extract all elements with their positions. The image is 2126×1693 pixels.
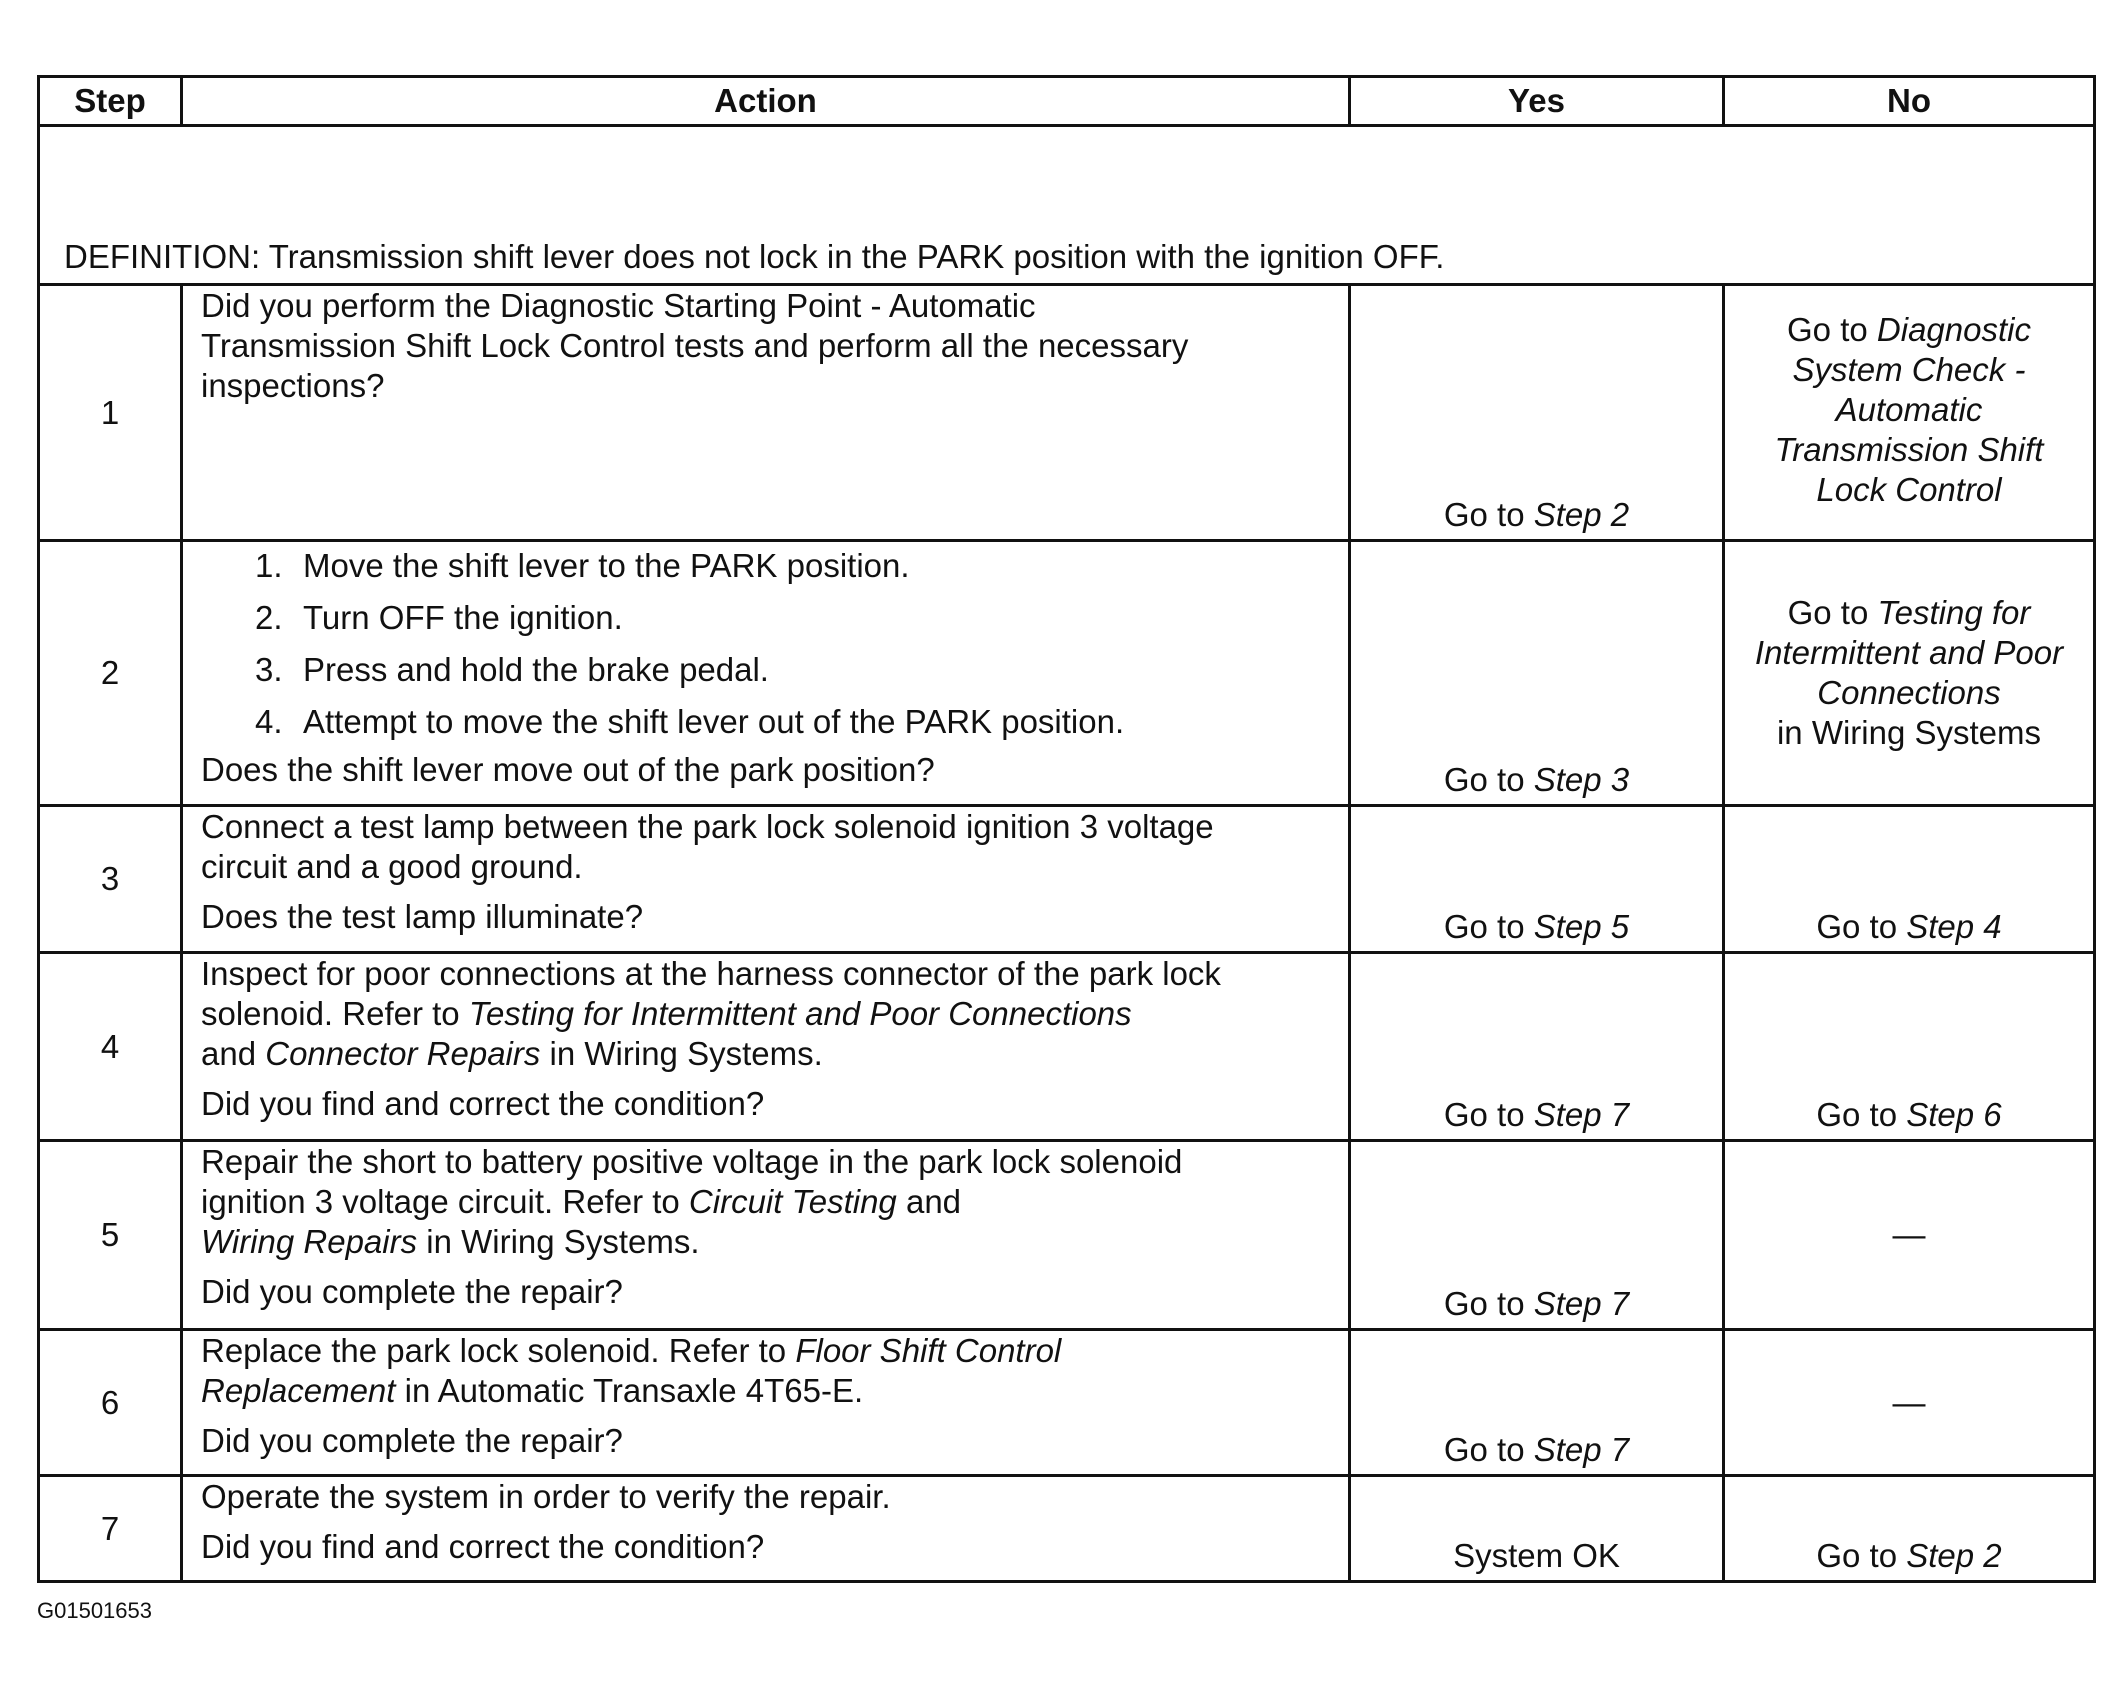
action-text <box>201 286 1338 406</box>
no-prefix: Go to <box>1816 1537 1907 1574</box>
yes-step-link[interactable]: Step 7 <box>1533 1431 1630 1468</box>
definition-row <box>39 126 2095 285</box>
no-cell <box>1724 806 2095 953</box>
table-row <box>39 285 2095 541</box>
action-cell <box>182 806 1350 953</box>
step-number: 6 <box>39 1330 182 1476</box>
reference-link[interactable]: Circuit Testing <box>688 1183 897 1220</box>
sub-step-number: 2. <box>255 599 283 636</box>
no-cell <box>1724 1476 2095 1582</box>
yes-prefix: Go to <box>1443 1285 1534 1322</box>
action-text <box>201 1142 1338 1262</box>
action-line: Transmission Shift Lock Control tests and perform all the necessary <box>201 327 1189 364</box>
yes-step-link[interactable]: Step 7 <box>1533 1285 1630 1322</box>
yes-step-link[interactable]: Step 2 <box>1533 496 1630 533</box>
no-cell <box>1724 1141 2095 1330</box>
header-row <box>39 77 2095 126</box>
action-cell <box>182 1141 1350 1330</box>
question-text: Did you find and correct the condition? <box>201 1085 765 1122</box>
action-line: circuit and a good ground. <box>201 848 583 885</box>
no-ref-line: Automatic <box>1835 391 1983 428</box>
reference-link[interactable]: Replacement <box>201 1372 396 1409</box>
diagnostic-table <box>37 75 2096 1583</box>
sub-step-text: Turn OFF the ignition. <box>303 599 623 636</box>
reference-link[interactable]: Floor Shift Control <box>795 1332 1062 1369</box>
action-line: inspections? <box>201 367 385 404</box>
action-cell <box>182 1476 1350 1582</box>
no-value-dash: — <box>1892 1216 1926 1253</box>
sub-step-number: 3. <box>255 651 283 688</box>
no-ref-line: Diagnostic <box>1876 311 2031 348</box>
yes-cell <box>1350 1476 1724 1582</box>
step-number: 4 <box>39 953 182 1141</box>
sub-step-text: Move the shift lever to the PARK position. <box>303 547 910 584</box>
action-text <box>201 954 1338 1074</box>
no-step-link[interactable]: Step 4 <box>1906 908 2002 945</box>
action-text <box>201 1331 1338 1411</box>
no-ref-line: Connections <box>1817 674 2001 711</box>
action-text-segment: Replace the park lock solenoid. Refer to <box>201 1332 796 1369</box>
action-line: Connect a test lamp between the park lock solenoid ignition 3 voltage <box>201 808 1214 845</box>
list-item <box>255 598 1338 638</box>
action-text-segment: in Wiring Systems. <box>417 1223 700 1260</box>
table-row <box>39 1476 2095 1582</box>
yes-step-link[interactable]: Step 5 <box>1533 908 1630 945</box>
yes-cell <box>1350 806 1724 953</box>
table-row <box>39 806 2095 953</box>
yes-prefix: Go to <box>1443 761 1534 798</box>
question-text: Does the test lamp illuminate? <box>201 898 644 935</box>
no-ref-line: System Check - <box>1792 351 2026 388</box>
action-cell <box>182 285 1350 541</box>
sub-step-text: Press and hold the brake pedal. <box>303 651 769 688</box>
yes-cell <box>1350 1141 1724 1330</box>
table-row <box>39 541 2095 806</box>
yes-value: System OK <box>1453 1537 1620 1574</box>
action-cell <box>182 953 1350 1141</box>
no-value-dash: — <box>1892 1383 1926 1421</box>
sub-step-number: 1. <box>255 547 283 584</box>
action-line: Repair the short to battery positive voltage in the park lock solenoid <box>201 1143 1183 1180</box>
no-ref-line: Testing for <box>1877 594 2031 631</box>
yes-cell <box>1350 1330 1724 1476</box>
yes-prefix: Go to <box>1443 496 1534 533</box>
header-action: Action <box>182 77 1350 126</box>
list-item <box>255 546 1338 586</box>
reference-link[interactable]: Wiring Repairs <box>201 1223 418 1260</box>
header-no: No <box>1724 77 2095 126</box>
no-step-link[interactable]: Step 2 <box>1906 1537 2002 1574</box>
yes-prefix: Go to <box>1443 1096 1534 1133</box>
sub-step-list <box>201 546 1338 742</box>
action-text: Operate the system in order to verify the repair. <box>201 1478 891 1515</box>
table-row <box>39 1330 2095 1476</box>
question-text: Did you find and correct the condition? <box>201 1528 765 1565</box>
no-prefix: Go to <box>1787 311 1877 348</box>
definition-text: DEFINITION: Transmission shift lever does not lock in the PARK position with the ignition OFF. <box>39 126 2095 285</box>
yes-step-link[interactable]: Step 3 <box>1533 761 1630 798</box>
action-cell <box>182 541 1350 806</box>
yes-prefix: Go to <box>1443 908 1534 945</box>
action-text-segment: in Automatic Transaxle 4T65-E. <box>395 1372 864 1409</box>
question-text: Does the shift lever move out of the park position? <box>201 751 935 788</box>
action-text-segment: and <box>896 1183 962 1220</box>
no-prefix: Go to <box>1816 1096 1907 1133</box>
action-text-segment: in Wiring Systems. <box>540 1035 823 1072</box>
list-item <box>255 702 1338 742</box>
list-item <box>255 650 1338 690</box>
header-step: Step <box>39 77 182 126</box>
table-row <box>39 1141 2095 1330</box>
table-row <box>39 953 2095 1141</box>
yes-prefix: Go to <box>1443 1431 1534 1468</box>
no-ref-line: Intermittent and Poor <box>1754 634 2064 671</box>
no-cell <box>1724 541 2095 806</box>
header-yes: Yes <box>1350 77 1724 126</box>
action-line: Did you perform the Diagnostic Starting Point - Automatic <box>201 287 1036 324</box>
no-ref-line: Lock Control <box>1816 471 2002 508</box>
no-prefix: Go to <box>1816 908 1907 945</box>
yes-cell <box>1350 541 1724 806</box>
yes-cell <box>1350 285 1724 541</box>
step-number: 2 <box>39 541 182 806</box>
sub-step-number: 4. <box>255 703 283 740</box>
reference-link[interactable]: Testing for Intermittent and Poor Connections <box>468 995 1132 1032</box>
action-line: Inspect for poor connections at the harness connector of the park lock <box>201 955 1221 992</box>
sub-step-text: Attempt to move the shift lever out of the PARK position. <box>303 703 1125 740</box>
no-step-link[interactable]: Step 6 <box>1906 1096 2002 1133</box>
no-prefix: Go to <box>1787 594 1878 631</box>
question-text: Did you complete the repair? <box>201 1422 623 1459</box>
yes-cell <box>1350 953 1724 1141</box>
action-text <box>201 807 1338 887</box>
no-cell <box>1724 1330 2095 1476</box>
no-cell <box>1724 953 2095 1141</box>
step-number: 3 <box>39 806 182 953</box>
action-text-segment: and <box>201 1035 266 1072</box>
action-text-segment: solenoid. Refer to <box>201 995 469 1032</box>
action-cell <box>182 1330 1350 1476</box>
no-suffix: in Wiring Systems <box>1776 714 2042 751</box>
reference-link[interactable]: Connector Repairs <box>265 1035 541 1072</box>
figure-id: G01501653 <box>37 1598 152 1623</box>
step-number: 1 <box>39 285 182 541</box>
step-number: 5 <box>39 1141 182 1330</box>
no-cell <box>1724 285 2095 541</box>
step-number: 7 <box>39 1476 182 1582</box>
question-text: Did you complete the repair? <box>201 1273 623 1310</box>
action-text-segment: ignition 3 voltage circuit. Refer to <box>201 1183 689 1220</box>
yes-step-link[interactable]: Step 7 <box>1533 1096 1630 1133</box>
no-ref-line: Transmission Shift <box>1774 431 2044 468</box>
